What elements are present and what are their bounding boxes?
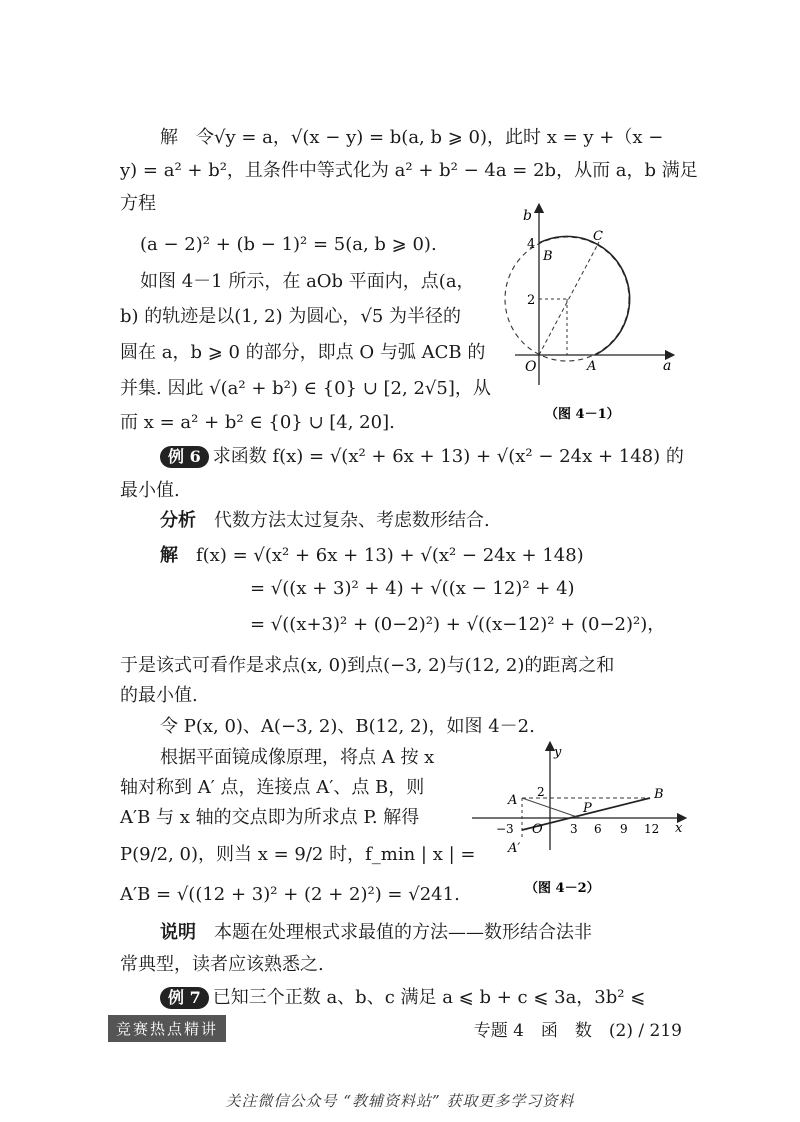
note-label: 说明: [160, 922, 196, 943]
point-label: C: [593, 229, 603, 244]
point-label: P: [583, 801, 592, 816]
axis-y-label: y: [554, 745, 562, 760]
point-label: B: [543, 249, 553, 264]
equation: = √((x + 3)² + 4) + √((x − 12)² + 4): [250, 578, 575, 599]
note: [160, 922, 592, 944]
point-label: B: [654, 787, 664, 802]
tick-label: 2: [537, 785, 545, 799]
figure-4-2: [470, 740, 690, 905]
text-line: 根据平面镜成像原理，将点 A 按 x: [160, 747, 435, 768]
origin-label: O: [525, 359, 537, 375]
text-line: 圆在 a，b ⩾ 0 的部分，即点 O 与弧 ACB 的: [120, 342, 486, 363]
equation: A′B = √((12 + 3)² + (2 + 2)²) = √241.: [120, 884, 460, 905]
footer-page-info: 专题 4 函 数 (2) / 219: [473, 1021, 682, 1041]
text-line: 令 P(x, 0)、A(−3, 2)、B(12, 2)，如图 4－2.: [160, 716, 535, 737]
example-badge: 例 7: [160, 987, 209, 1009]
text-line: 如图 4－1 所示，在 aOb 平面内，点(a，: [140, 271, 475, 292]
text-line: 代数方法太过复杂、考虑数形结合.: [214, 510, 490, 531]
figure-caption: （图 4－1）: [545, 407, 620, 422]
tick-label: 3: [570, 822, 578, 836]
text-line: 而 x = a² + b² ∈ {0} ∪ [4, 20].: [120, 412, 395, 433]
point-label: A′: [508, 841, 521, 856]
origin-label: O: [532, 822, 543, 837]
solution-eq: [160, 545, 584, 567]
axis-a-label: a: [663, 358, 672, 374]
watermark: 关注微信公众号 “教辅资料站” 获取更多学习资料: [225, 1092, 575, 1110]
example-badge: 例 6: [160, 446, 209, 468]
text-line: 最小值.: [120, 480, 180, 501]
example-7: [160, 987, 645, 1009]
arc-acb: [539, 236, 630, 355]
text-line: P(9/2, 0)，则当 x = 9/2 时，f_min | x | =: [120, 844, 476, 865]
text-line: 已知三个正数 a、b、c 满足 a ⩽ b + c ⩽ 3a，3b² ⩽: [212, 987, 646, 1008]
equation: (a − 2)² + (b − 1)² = 5(a, b ⩾ 0).: [140, 234, 437, 255]
equation: f(x) = √(x² + 6x + 13) + √(x² − 24x + 148): [196, 545, 584, 566]
solution-label: 解: [160, 545, 178, 566]
text-line: 于是该式可看作是求点(x, 0)到点(−3, 2)与(12, 2)的距离之和: [120, 655, 615, 676]
analysis: [160, 510, 490, 532]
text-line: 的最小值.: [120, 685, 198, 706]
axis-b-label: b: [523, 208, 532, 224]
equation: = √((x+3)² + (0−2)²) + √((x−12)² + (0−2)²)，: [250, 614, 666, 635]
text-line: 解 令√y = a，√(x − y) = b(a, b ⩾ 0)，此时 x = y +（x −: [160, 127, 664, 148]
figure-caption: （图 4－2）: [525, 881, 600, 896]
point-label: A: [587, 359, 597, 374]
figure-4-1: [495, 200, 680, 430]
text-line: 本题在处理根式求最值的方法——数形结合法非: [214, 922, 592, 943]
text-line: b) 的轨迹是以(1, 2) 为圆心，√5 为半径的: [120, 306, 462, 327]
analysis-label: 分析: [160, 510, 196, 531]
point-label: A: [508, 793, 518, 808]
tick-label: −3: [496, 822, 514, 836]
axis-x-label: x: [675, 821, 683, 836]
text-line: y) = a² + b²，且条件中等式化为 a² + b² − 4a = 2b，从而 a，b 满足: [120, 160, 698, 181]
text-line: 轴对称到 A′ 点，连接点 A′、点 B，则: [120, 777, 425, 798]
tick-label: 2: [527, 293, 536, 308]
tick-label: 6: [594, 822, 602, 836]
tick-label: 12: [644, 822, 660, 836]
footer-section-tag: 竞赛热点精讲: [108, 1015, 226, 1042]
text-line: A′B 与 x 轴的交点即为所求点 P. 解得: [120, 807, 420, 828]
text-line: 方程: [120, 193, 156, 214]
text-line: 并集. 因此 √(a² + b²) ∈ {0} ∪ [2, 2√5]，从: [120, 378, 491, 399]
text-line: 常典型，读者应该熟悉之.: [120, 954, 324, 975]
tick-label: 9: [620, 822, 628, 836]
tick-label: 4: [527, 237, 536, 252]
example-6: [160, 446, 684, 468]
text-line: 求函数 f(x) = √(x² + 6x + 13) + √(x² − 24x + 148) 的: [212, 446, 684, 467]
